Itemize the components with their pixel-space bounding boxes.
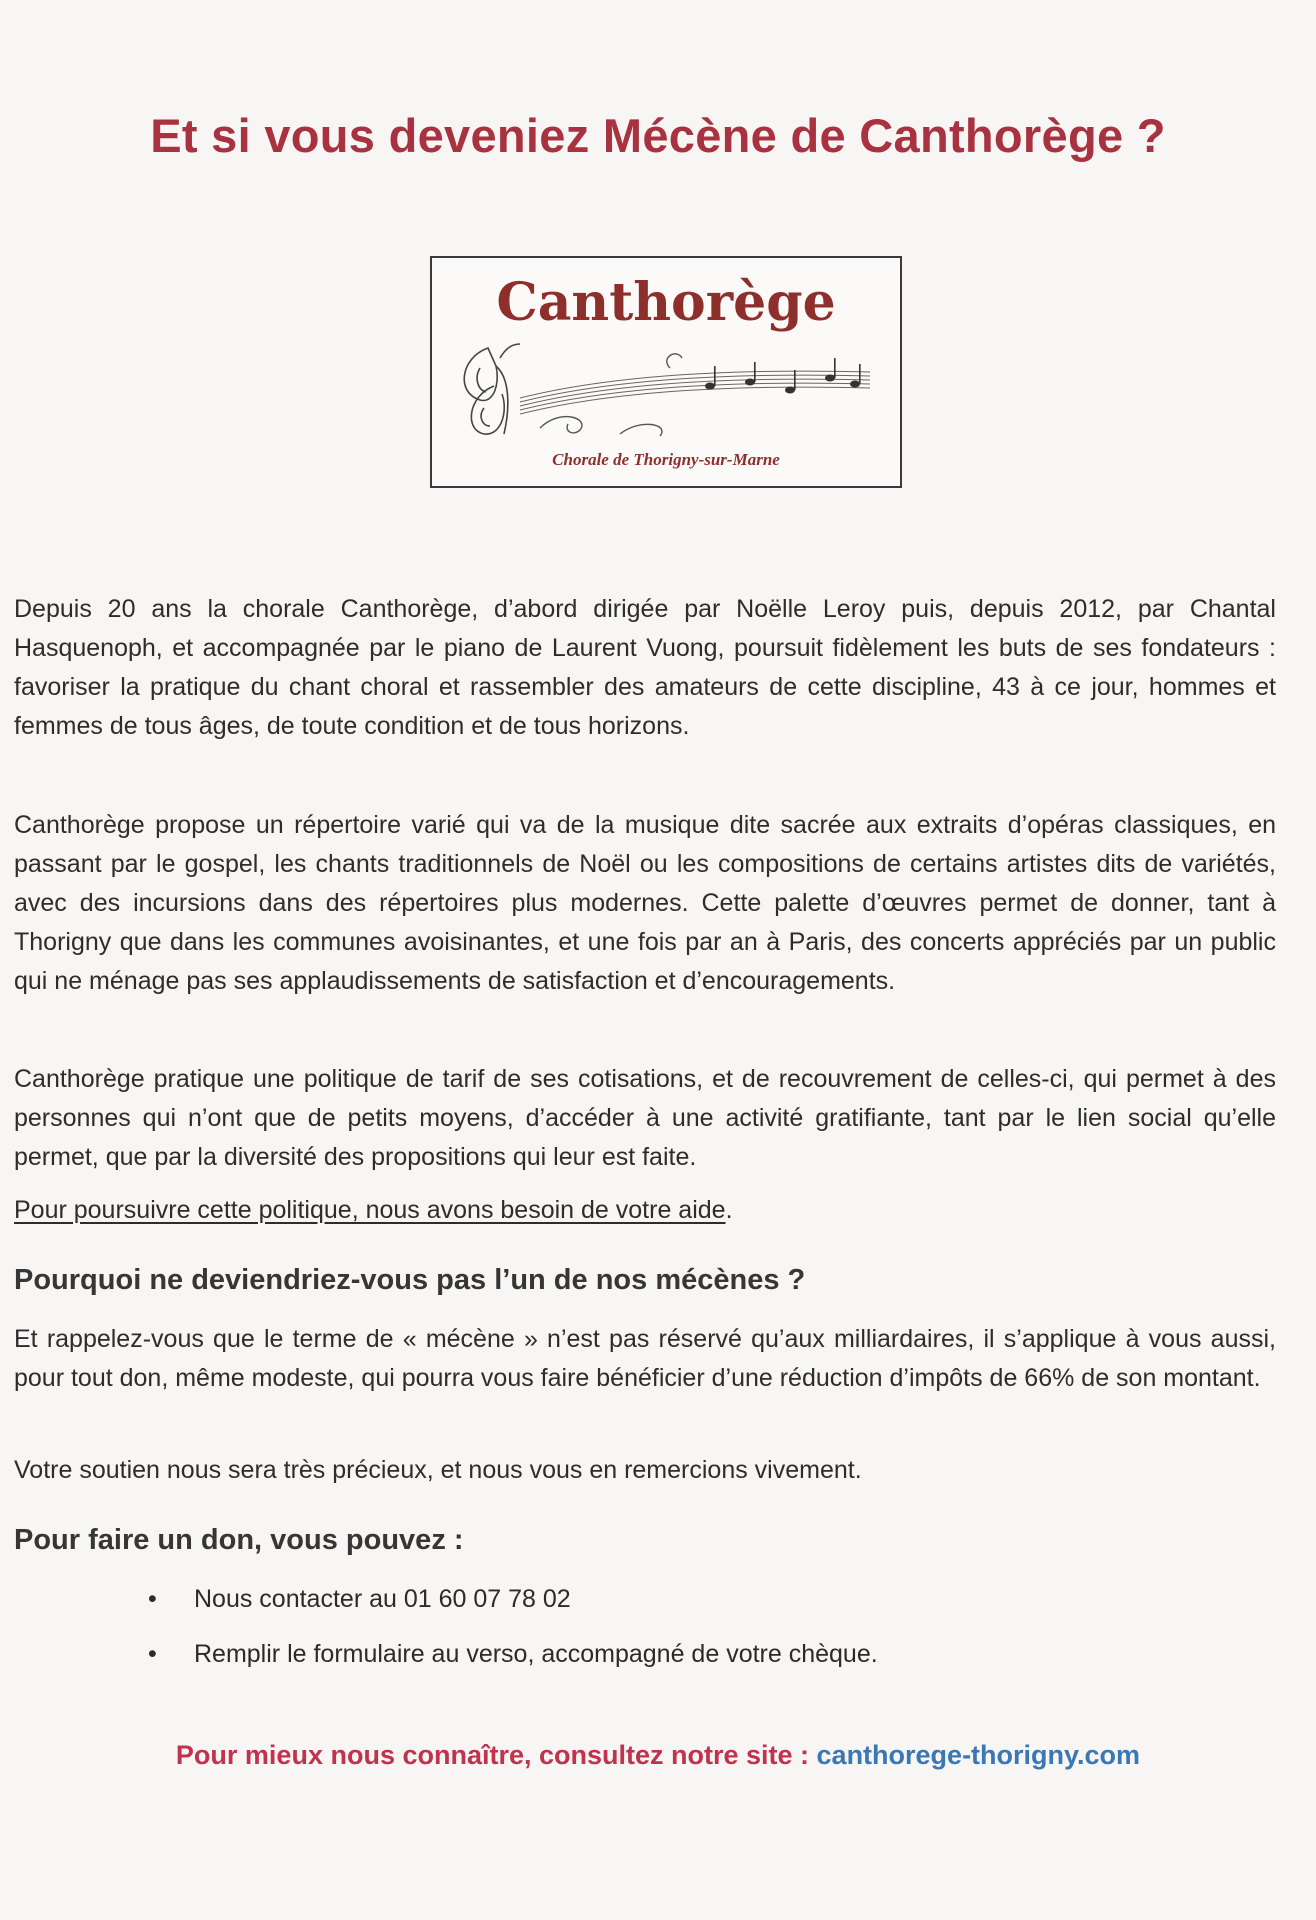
paragraph-pricing: Canthorège pratique une politique de tarif de ses cotisations, et de recouvrement de celles-ci, qui permet à des personnes qui n’ont que de petits moyens, d’accéder à une activité gratifiante, tant par le lien social qu’elle permet, que par la diversité des propositions qui leur est faite. — [14, 1065, 1276, 1171]
list-item — [148, 1635, 1248, 1674]
butterfly-music-staff-icon — [450, 338, 886, 448]
donation-options-list — [148, 1580, 1248, 1690]
need-help-period: . — [725, 1196, 733, 1224]
paragraph-need-help — [14, 1191, 1276, 1230]
logo-name: Canthorège — [496, 272, 836, 333]
list-item-text: Nous contacter au 01 60 07 78 02 — [194, 1585, 571, 1613]
paragraph-tax-reduction: Et rappelez-vous que le terme de « mécène » n’est pas réservé qu’aux milliardaires, il s’applique à vous aussi, pour tout don, même modeste, qui pourra vous faire bénéficier d’une réduction d’impôts de 66% de son montant. — [14, 1325, 1276, 1392]
logo — [430, 256, 902, 488]
paragraph-thanks: Votre soutien nous sera très précieux, et nous vous en remercions vivement. — [14, 1456, 862, 1484]
heading-how: Pour faire un don, vous pouvez : — [14, 1524, 464, 1556]
heading-why: Pourquoi ne deviendriez-vous pas l’un de nos mécènes ? — [14, 1264, 806, 1296]
need-help-underlined: Pour poursuivre cette politique, nous avons besoin de votre aide — [14, 1196, 726, 1224]
bullet-icon: • — [148, 1640, 157, 1668]
footer — [0, 1740, 1316, 1771]
bullet-icon: • — [148, 1585, 157, 1613]
page-title: Et si vous deveniez Mécène de Canthorège ? — [150, 109, 1166, 162]
footer-lead: Pour mieux nous connaître, consultez notre site : — [175, 1740, 817, 1770]
paragraph-repertoire: Canthorège propose un répertoire varié qui va de la musique dite sacrée aux extraits d’opéras classiques, en passant par le gospel, les chants traditionnels de Noël ou les compositions de certains artistes dits de variétés, avec des incursions dans des répertoires plus modernes. Cette palette d’œuvres permet de donner, tant à Thorigny que dans les communes avoisinantes, et une fois par an à Paris, des concerts appréciés par un public qui ne ménage pas ses applaudissements de satisfaction et d’encouragements. — [14, 811, 1276, 995]
paragraph-history: Depuis 20 ans la chorale Canthorège, d’abord dirigée par Noëlle Leroy puis, depuis 2012, par Chantal Hasquenoph, et accompagnée par le piano de Laurent Vuong, poursuit fidèlement les buts de ses fondateurs : favoriser la pratique du chant choral et rassembler des amateurs de cette discipline, 43 à ce jour, hommes et femmes de tous âges, de toute condition et de tous horizons. — [14, 595, 1276, 740]
list-item — [148, 1580, 1248, 1619]
list-item-text: Remplir le formulaire au verso, accompagné de votre chèque. — [194, 1640, 878, 1668]
logo-subtitle: Chorale de Thorigny-sur-Marne — [552, 450, 780, 469]
website-link[interactable]: canthorege-thorigny.com — [816, 1740, 1141, 1770]
